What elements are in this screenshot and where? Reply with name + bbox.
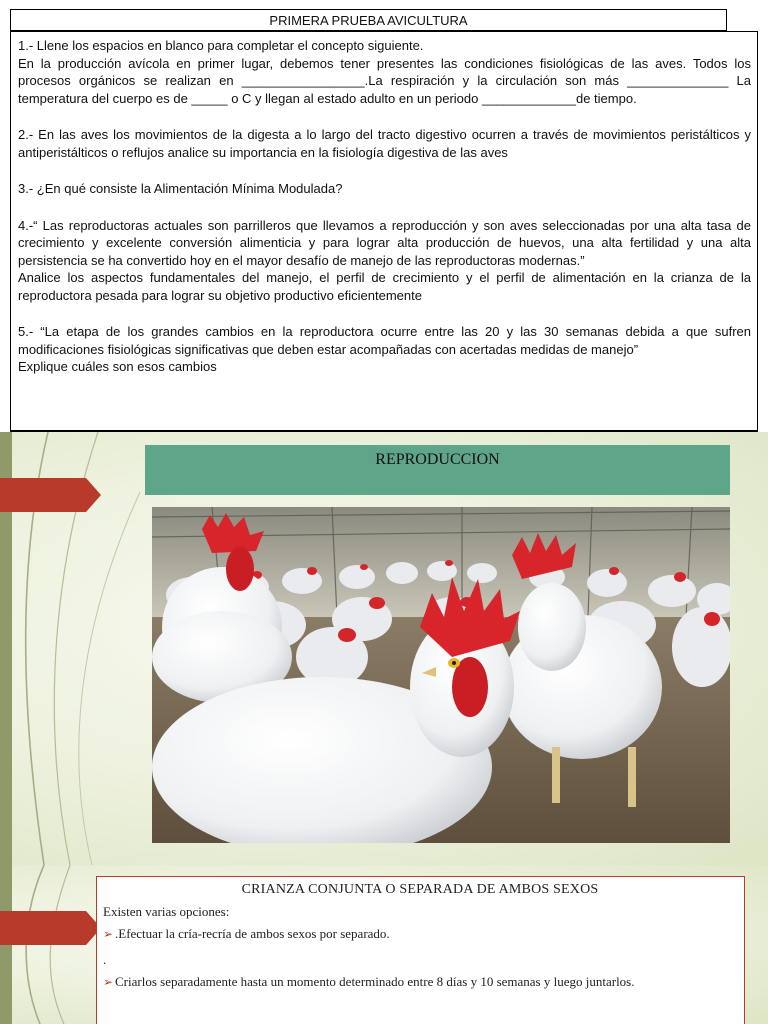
exam-questions (10, 31, 758, 432)
arrow-bullet-icon: ➢ (103, 975, 114, 989)
slide-crianza (0, 865, 768, 1024)
question-5-text: 5.- “La etapa de los grandes cambios en la reproductora ocurre entre las 20 y las 30 semanas debida a que sufren modificaciones fisiológicas significativas que deben estar acompañadas con acertadas medidas de manejo” (18, 324, 751, 357)
slide-reproduccion (0, 432, 768, 865)
question-2-text: 2.- En las aves los movimientos de la digesta a lo largo del tracto digestivo ocurren a través de movimientos peristálticos y antiperistálticos o reflujos analice su importancia en la fisiología digestiva de las aves (18, 127, 751, 160)
slide-title-banner: REPRODUCCION (145, 445, 730, 495)
intro-text: Existen varias opciones: (103, 904, 230, 919)
arrow-bullet-icon: ➢ (103, 927, 114, 941)
list-item (103, 973, 737, 991)
list-item (103, 925, 737, 943)
exam-sheet (0, 0, 768, 432)
question-3-text: 3.- ¿En qué consiste la Alimentación Mínima Modulada? (18, 181, 343, 196)
question-4-text: 4.-“ Las reproductoras actuales son parrilleros que llevamos a reproducción y son aves seleccionadas por una alta tasa de crecimiento y excelente conversión alimenticia y para lograr alta producción de huevos, una alta fertilidad y una alta persistencia se ha convertido hoy en el mayor desafío de manejo de las reproductoras modernas.” (18, 217, 751, 268)
content-box (96, 876, 745, 1024)
chicken-flock-photo (152, 507, 730, 843)
question-5-instruction: Explique cuáles son esos cambios (18, 359, 217, 374)
question-4-instruction: Analice los aspectos fundamentales del manejo, el perfil de crecimiento y el perfil de alimentación en la crianza de la reproductora pesada para lograr su objetivo productivo eficientemente (18, 270, 751, 303)
red-arrow-tab (0, 911, 102, 945)
separator-dot: . (103, 952, 107, 967)
red-arrow-tab (0, 478, 102, 512)
list-item-text: .Efectuar la cría-recría de ambos sexos por separado. (115, 926, 390, 941)
slide-title: CRIANZA CONJUNTA O SEPARADA DE AMBOS SEXOS (241, 882, 599, 897)
question-1-heading: 1.- Llene los espacios en blanco para completar el concepto siguiente. (18, 38, 424, 53)
exam-title: PRIMERA PRUEBA AVICULTURA (10, 9, 727, 31)
list-item-text: Criarlos separadamente hasta un momento determinado entre 8 días y 10 semanas y luego juntarlos. (115, 974, 635, 989)
question-1-text: En la producción avícola en primer lugar, debemos tener presentes las condiciones fisiológicas de las aves. Todos los procesos orgánicos se realizan en _________________.La respiración y la circulación son más ______________ La temperatura del cuerpo es de _____ o C y llegan al estado adulto en un periodo _____________de tiempo. (18, 55, 751, 106)
